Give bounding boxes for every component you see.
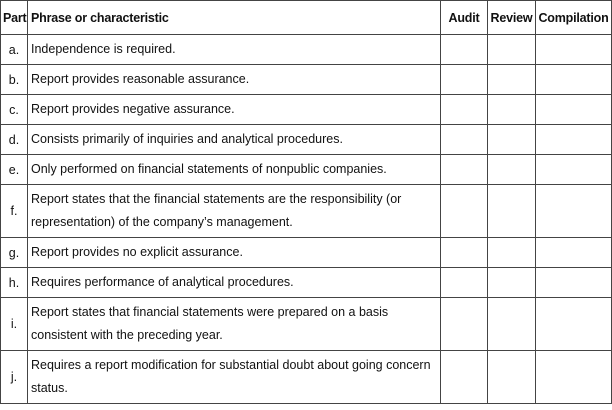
phrase-text: Requires performance of analytical procedures. bbox=[28, 268, 441, 298]
phrase-text: Report states that financial statements were prepared on a basis consistent with the preceding year. bbox=[28, 298, 441, 351]
part-label: h. bbox=[1, 268, 28, 298]
audit-cell[interactable] bbox=[441, 238, 488, 268]
review-cell[interactable] bbox=[488, 95, 536, 125]
review-cell[interactable] bbox=[488, 185, 536, 238]
review-cell[interactable] bbox=[488, 238, 536, 268]
review-cell[interactable] bbox=[488, 298, 536, 351]
audit-cell[interactable] bbox=[441, 351, 488, 404]
compilation-cell[interactable] bbox=[536, 298, 612, 351]
table-row-j bbox=[1, 351, 612, 404]
audit-cell[interactable] bbox=[441, 95, 488, 125]
audit-cell[interactable] bbox=[441, 125, 488, 155]
phrase-text: Requires a report modification for substantial doubt about going concern status. bbox=[28, 351, 441, 404]
part-label: d. bbox=[1, 125, 28, 155]
table-row-f bbox=[1, 185, 612, 238]
audit-cell[interactable] bbox=[441, 268, 488, 298]
audit-cell[interactable] bbox=[441, 65, 488, 95]
compilation-cell[interactable] bbox=[536, 65, 612, 95]
table-row-a bbox=[1, 35, 612, 65]
header-audit: Audit bbox=[441, 1, 488, 35]
phrase-text: Report provides negative assurance. bbox=[28, 95, 441, 125]
part-label: e. bbox=[1, 155, 28, 185]
header-row bbox=[1, 1, 612, 35]
compilation-cell[interactable] bbox=[536, 238, 612, 268]
part-label: g. bbox=[1, 238, 28, 268]
table-row-i bbox=[1, 298, 612, 351]
part-label: j. bbox=[1, 351, 28, 404]
table-row-g bbox=[1, 238, 612, 268]
compilation-cell[interactable] bbox=[536, 35, 612, 65]
part-label: c. bbox=[1, 95, 28, 125]
audit-cell[interactable] bbox=[441, 298, 488, 351]
compilation-cell[interactable] bbox=[536, 268, 612, 298]
review-cell[interactable] bbox=[488, 125, 536, 155]
phrase-text: Report provides no explicit assurance. bbox=[28, 238, 441, 268]
table-row-e bbox=[1, 155, 612, 185]
phrase-text: Report provides reasonable assurance. bbox=[28, 65, 441, 95]
audit-cell[interactable] bbox=[441, 185, 488, 238]
phrase-text: Report states that the financial statements are the responsibility (or representation) of the company’s management. bbox=[28, 185, 441, 238]
compilation-cell[interactable] bbox=[536, 95, 612, 125]
compilation-cell[interactable] bbox=[536, 155, 612, 185]
table-row-h bbox=[1, 268, 612, 298]
compilation-cell[interactable] bbox=[536, 125, 612, 155]
header-review: Review bbox=[488, 1, 536, 35]
compilation-cell[interactable] bbox=[536, 185, 612, 238]
phrase-text: Only performed on financial statements of nonpublic companies. bbox=[28, 155, 441, 185]
table-row-d bbox=[1, 125, 612, 155]
header-phrase: Phrase or characteristic bbox=[28, 1, 441, 35]
review-cell[interactable] bbox=[488, 65, 536, 95]
review-cell[interactable] bbox=[488, 155, 536, 185]
audit-cell[interactable] bbox=[441, 155, 488, 185]
phrase-text: Independence is required. bbox=[28, 35, 441, 65]
compilation-cell[interactable] bbox=[536, 351, 612, 404]
part-label: a. bbox=[1, 35, 28, 65]
table-row-c bbox=[1, 95, 612, 125]
review-cell[interactable] bbox=[488, 268, 536, 298]
phrase-text: Consists primarily of inquiries and analytical procedures. bbox=[28, 125, 441, 155]
review-cell[interactable] bbox=[488, 351, 536, 404]
table-row-b bbox=[1, 65, 612, 95]
header-compilation: Compilation bbox=[536, 1, 612, 35]
part-label: i. bbox=[1, 298, 28, 351]
header-part: Part bbox=[1, 1, 28, 35]
review-cell[interactable] bbox=[488, 35, 536, 65]
part-label: b. bbox=[1, 65, 28, 95]
audit-cell[interactable] bbox=[441, 35, 488, 65]
part-label: f. bbox=[1, 185, 28, 238]
